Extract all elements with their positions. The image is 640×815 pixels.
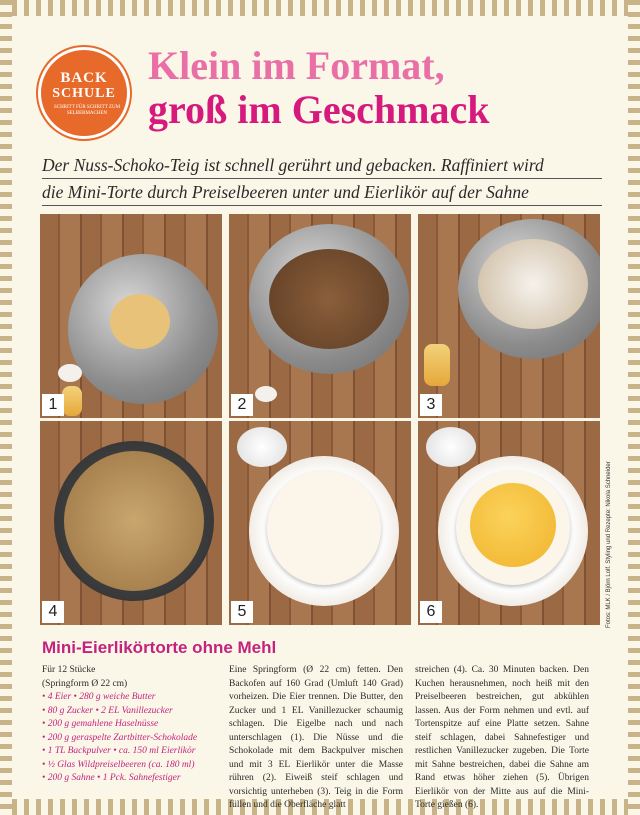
ingredient-line: • 200 g gemahlene Haselnüsse [42,719,159,729]
badge-subtitle: SCHRITT FÜR SCHRITT ZUM SELBERMACHEN [53,105,121,116]
intro-text [42,152,602,206]
decorative-border-top [0,0,640,16]
egg-shell [255,386,277,402]
intro-line1: Der Nuss-Schoko-Teig ist schnell gerührt und gebacken. Raffiniert wird [42,152,602,179]
nut-chocolate-mixture [269,249,389,349]
badge-title-line2: SCHULE [52,86,116,101]
step-photo-1 [40,214,222,418]
decorative-border-right [628,0,640,815]
recipe-title: Mini-Eierlikörtorte ohne Mehl [42,638,277,657]
step-photo-5 [229,421,411,625]
cream-bowl [426,427,476,467]
ingredient-line: • 4 Eier • 280 g weiche Butter [42,692,156,702]
photo-credit [598,420,610,630]
decorative-border-left [0,0,12,815]
ingredient-line: • ½ Glas Wildpreiselbeeren (ca. 180 ml) [42,759,195,770]
cream-bowl [237,427,287,467]
step-photo-4 [40,421,222,625]
ingredient-line: • 1 TL Backpulver • ca. 150 ml Eierlikör [42,746,196,756]
title-line1: Klein im Format, [148,43,445,88]
title-line2: groß im Geschmack [148,87,490,132]
step-photo-2 [229,214,411,418]
egg-white-mixture [478,239,588,329]
step-photo-grid [40,214,600,624]
eggnog-topping [470,483,556,567]
step-photo-3 [418,214,600,418]
instructions-column-2: streichen (4). Ca. 30 Minuten backen. Den Kuchen herausnehmen, noch heiß mit den Preiselbeeren bestreichen, gut abkühlen lassen. Aus der Form nehmen und evtl. auf Tortenspitze auf eine Platte setzen. Sahne steif schlagen, dabei Sahnefestiger und restlichen Vanillezucker zugeben. Die Torte mit Sahne bestreichen, dabei die Sahne am Rand etwas höher ziehen (5). Übrigen Eierlikör von der Mitte aus auf die Mini-Torte gießen (6). [415,665,589,810]
egg-shell [58,364,82,382]
photo-credit-text: Fotos: MLK / Björn Lolf. Styling und Rezepte: Nikola Schneider [606,461,612,628]
ingredient-line: • 200 g Sahne • 1 Pck. Sahnefestiger [42,773,181,783]
ingredient-line: • 200 g geraspelte Zartbitter-Schokolade [42,732,198,743]
page-title [148,44,618,132]
step-number: 1 [42,394,64,416]
step-number: 5 [231,601,253,623]
cake-batter [64,451,204,591]
step-number: 6 [420,601,442,623]
recipe-form: (Springform Ø 22 cm) [42,678,128,689]
badge-title-line1: BACK [60,70,108,86]
jar [62,386,82,416]
step-number: 3 [420,394,442,416]
cream-covered-cake [267,471,381,585]
butter-mixture [110,294,170,349]
step-photo-6 [418,421,600,625]
jar [424,344,450,386]
step-number: 4 [42,601,64,623]
instructions-column-1: Eine Springform (Ø 22 cm) fetten. Den Backofen auf 160 Grad (Umluft 140 Grad) vorheizen. Die Eier trennen. Die Butter, den Zucker und 1 EL Vanillezucker schaumig schlagen. Die Eigelbe nach und nach unterschlagen (1). Die Nüsse und die Schokolade mit dem Backpulver mischen und mit 3 EL Eierlikör unter die Masse rühren (2). Eiweiß steif schlagen und vorsichtig unterheben (3). Teig in die Form füllen und die Oberfläche glatt [229,665,403,810]
ingredient-line: • 80 g Zucker • 2 EL Vanillezucker [42,705,173,716]
intro-line2: die Mini-Torte durch Preiselbeeren unter und Eierlikör auf der Sahne [42,179,602,206]
back-schule-badge [38,47,130,139]
step-number: 2 [231,394,253,416]
ingredients-column [42,664,222,786]
recipe-serves: Für 12 Stücke [42,665,96,675]
